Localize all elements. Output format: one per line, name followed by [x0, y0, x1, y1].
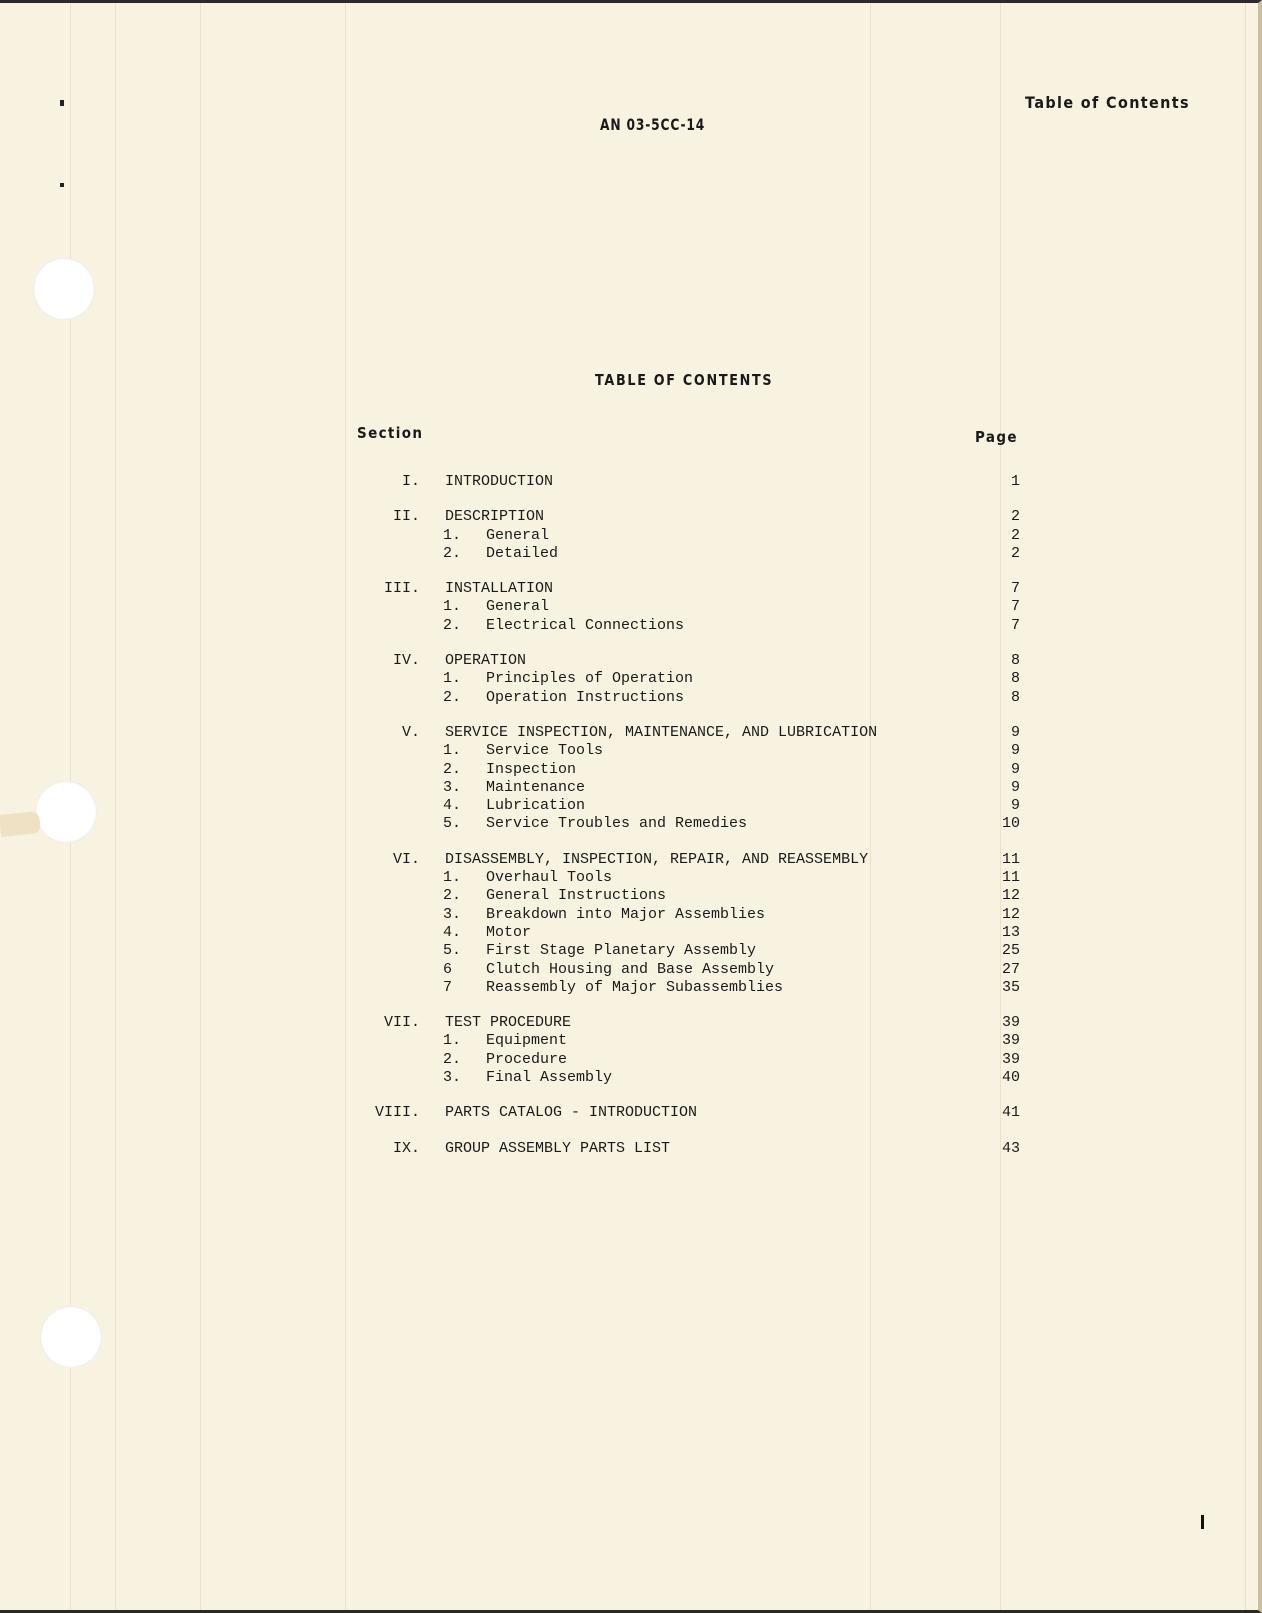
section-number: IV.: [392, 652, 420, 670]
subsection-page: 2: [1010, 526, 1020, 544]
section-spacer: [340, 635, 1020, 652]
subsection-title: Maintenance: [486, 778, 586, 796]
section-spacer: [340, 563, 1020, 580]
paper-fiber-line: [1245, 3, 1246, 1610]
toc-subsection-row[interactable]: [340, 1032, 1020, 1050]
toc-section-row[interactable]: [340, 1014, 1020, 1032]
toc-section-row[interactable]: [340, 508, 1020, 526]
subsection-title: Overhaul Tools: [486, 869, 613, 887]
subsection-title: General: [486, 598, 550, 616]
subsection-number: 5.: [443, 815, 462, 833]
subsection-number: 1.: [443, 526, 462, 544]
subsection-title: First Stage Planetary Assembly: [486, 942, 757, 960]
toc-subsection-row[interactable]: [340, 887, 1020, 905]
toc-section-row[interactable]: [340, 1104, 1020, 1122]
running-title: Table of Contents: [1025, 93, 1190, 112]
subsection-title: Final Assembly: [486, 1069, 613, 1087]
paper-fiber-line: [200, 3, 201, 1610]
toc-subsection-row[interactable]: [340, 779, 1020, 797]
subsection-page: 2: [1010, 544, 1020, 562]
subsection-number: 4.: [443, 923, 462, 941]
section-spacer: [340, 491, 1020, 508]
subsection-title: Inspection: [486, 760, 577, 778]
subsection-page: 27: [1001, 960, 1020, 978]
section-page: 41: [1001, 1104, 1020, 1122]
section-number: VII.: [383, 1014, 420, 1032]
subsection-title: Breakdown into Major Assemblies: [486, 905, 766, 923]
section-number: IX.: [392, 1139, 420, 1157]
toc-title: TABLE OF CONTENTS: [595, 371, 774, 389]
section-title: PARTS CATALOG - INTRODUCTION: [445, 1104, 698, 1122]
subsection-number: 3.: [443, 905, 462, 923]
subsection-number: 2.: [443, 688, 462, 706]
paper-tear: [0, 811, 41, 837]
section-column-header: Section: [357, 424, 424, 442]
subsection-title: Electrical Connections: [486, 616, 685, 634]
subsection-number: 1.: [443, 1032, 462, 1050]
punch-hole: [40, 1306, 102, 1368]
section-spacer: [340, 1087, 1020, 1104]
subsection-title: Detailed: [486, 544, 559, 562]
document-number: AN 03-5CC-14: [600, 115, 706, 134]
subsection-number: 6: [443, 960, 453, 978]
toc-subsection-row[interactable]: [340, 598, 1020, 616]
subsection-title: Service Troubles and Remedies: [486, 815, 748, 833]
punch-hole: [33, 258, 95, 320]
subsection-number: 3.: [443, 1069, 462, 1087]
subsection-page: 35: [1001, 978, 1020, 996]
subsection-number: 2.: [443, 616, 462, 634]
section-title: DISASSEMBLY, INSPECTION, REPAIR, AND REASSEMBLY: [445, 850, 869, 868]
subsection-page: 39: [1001, 1050, 1020, 1068]
subsection-number: 4.: [443, 797, 462, 815]
section-title: TEST PROCEDURE: [445, 1014, 572, 1032]
section-title: SERVICE INSPECTION, MAINTENANCE, AND LUBRICATION: [445, 723, 878, 741]
subsection-title: Motor: [486, 923, 532, 941]
toc-subsection-row[interactable]: [340, 797, 1020, 815]
subsection-page: 8: [1010, 670, 1020, 688]
subsection-page: 9: [1010, 742, 1020, 760]
subsection-page: 7: [1010, 598, 1020, 616]
section-page: 8: [1010, 652, 1020, 670]
subsection-page: 9: [1010, 778, 1020, 796]
subsection-title: General: [486, 526, 550, 544]
section-spacer: [340, 834, 1020, 851]
page-number: [1201, 1515, 1204, 1529]
toc-subsection-row[interactable]: [340, 961, 1020, 979]
section-page: 43: [1001, 1139, 1020, 1157]
toc-subsection-row[interactable]: [340, 979, 1020, 997]
section-number: I.: [401, 473, 420, 490]
section-spacer: [340, 707, 1020, 724]
subsection-title: Clutch Housing and Base Assembly: [486, 960, 775, 978]
subsection-title: Procedure: [486, 1050, 568, 1068]
subsection-number: 1.: [443, 869, 462, 887]
subsection-page: 12: [1001, 887, 1020, 905]
subsection-page: 39: [1001, 1032, 1020, 1050]
section-number: III.: [383, 580, 420, 598]
subsection-title: General Instructions: [486, 887, 667, 905]
subsection-number: 1.: [443, 670, 462, 688]
section-page: 7: [1010, 580, 1020, 598]
toc-section-row[interactable]: [340, 851, 1020, 869]
subsection-number: 2.: [443, 544, 462, 562]
section-number: V.: [401, 723, 420, 741]
subsection-title: Service Tools: [486, 742, 604, 760]
toc-subsection-row[interactable]: [340, 527, 1020, 545]
section-spacer: [340, 1123, 1020, 1140]
ink-mark: [60, 100, 64, 106]
toc-list: [340, 473, 1020, 1158]
subsection-page: 25: [1001, 942, 1020, 960]
page-column-header: Page: [975, 428, 1018, 446]
section-spacer: [340, 997, 1020, 1014]
subsection-page: 9: [1010, 797, 1020, 815]
section-page: 39: [1001, 1014, 1020, 1032]
toc-subsection-row[interactable]: [340, 1069, 1020, 1087]
paper-fiber-line: [115, 3, 116, 1610]
toc-section-row[interactable]: [340, 1140, 1020, 1158]
section-page: 9: [1010, 723, 1020, 741]
toc-subsection-row[interactable]: [340, 906, 1020, 924]
toc-section-row[interactable]: [340, 473, 1020, 491]
toc-subsection-row[interactable]: [340, 617, 1020, 635]
subsection-number: 1.: [443, 598, 462, 616]
section-number: VI.: [392, 850, 420, 868]
subsection-page: 13: [1001, 923, 1020, 941]
subsection-page: 11: [1001, 869, 1020, 887]
subsection-number: 3.: [443, 778, 462, 796]
subsection-page: 9: [1010, 760, 1020, 778]
toc-subsection-row[interactable]: [340, 761, 1020, 779]
toc-subsection-row[interactable]: [340, 942, 1020, 960]
subsection-number: 2.: [443, 887, 462, 905]
section-title: OPERATION: [445, 652, 527, 670]
section-title: DESCRIPTION: [445, 508, 545, 526]
subsection-number: 7: [443, 978, 453, 996]
subsection-title: Equipment: [486, 1032, 568, 1050]
toc-subsection-row[interactable]: [340, 1051, 1020, 1069]
toc-subsection-row[interactable]: [340, 742, 1020, 760]
ink-mark: [60, 183, 64, 187]
toc-subsection-row[interactable]: [340, 815, 1020, 833]
toc-subsection-row[interactable]: [340, 924, 1020, 942]
subsection-number: 1.: [443, 742, 462, 760]
section-title: INSTALLATION: [445, 580, 554, 598]
subsection-title: Lubrication: [486, 797, 586, 815]
subsection-page: 10: [1001, 815, 1020, 833]
section-title: INTRODUCTION: [445, 473, 554, 490]
punch-hole: [35, 781, 97, 843]
subsection-page: 40: [1001, 1069, 1020, 1087]
section-page: 1: [1010, 473, 1020, 490]
section-page: 2: [1010, 508, 1020, 526]
toc-subsection-row[interactable]: [340, 689, 1020, 707]
section-number: VIII.: [374, 1104, 420, 1122]
toc-subsection-row[interactable]: [340, 545, 1020, 563]
section-page: 11: [1001, 850, 1020, 868]
subsection-title: Reassembly of Major Subassemblies: [486, 978, 784, 996]
toc-section-row[interactable]: [340, 724, 1020, 742]
subsection-title: Principles of Operation: [486, 670, 694, 688]
toc-subsection-row[interactable]: [340, 869, 1020, 887]
subsection-page: 8: [1010, 688, 1020, 706]
subsection-page: 7: [1010, 616, 1020, 634]
subsection-page: 12: [1001, 905, 1020, 923]
subsection-number: 5.: [443, 942, 462, 960]
subsection-number: 2.: [443, 760, 462, 778]
subsection-title: Operation Instructions: [486, 688, 685, 706]
section-title: GROUP ASSEMBLY PARTS LIST: [445, 1139, 671, 1157]
toc-subsection-row[interactable]: [340, 670, 1020, 688]
section-number: II.: [392, 508, 420, 526]
subsection-number: 2.: [443, 1050, 462, 1068]
toc-section-row[interactable]: [340, 652, 1020, 670]
toc-section-row[interactable]: [340, 580, 1020, 598]
